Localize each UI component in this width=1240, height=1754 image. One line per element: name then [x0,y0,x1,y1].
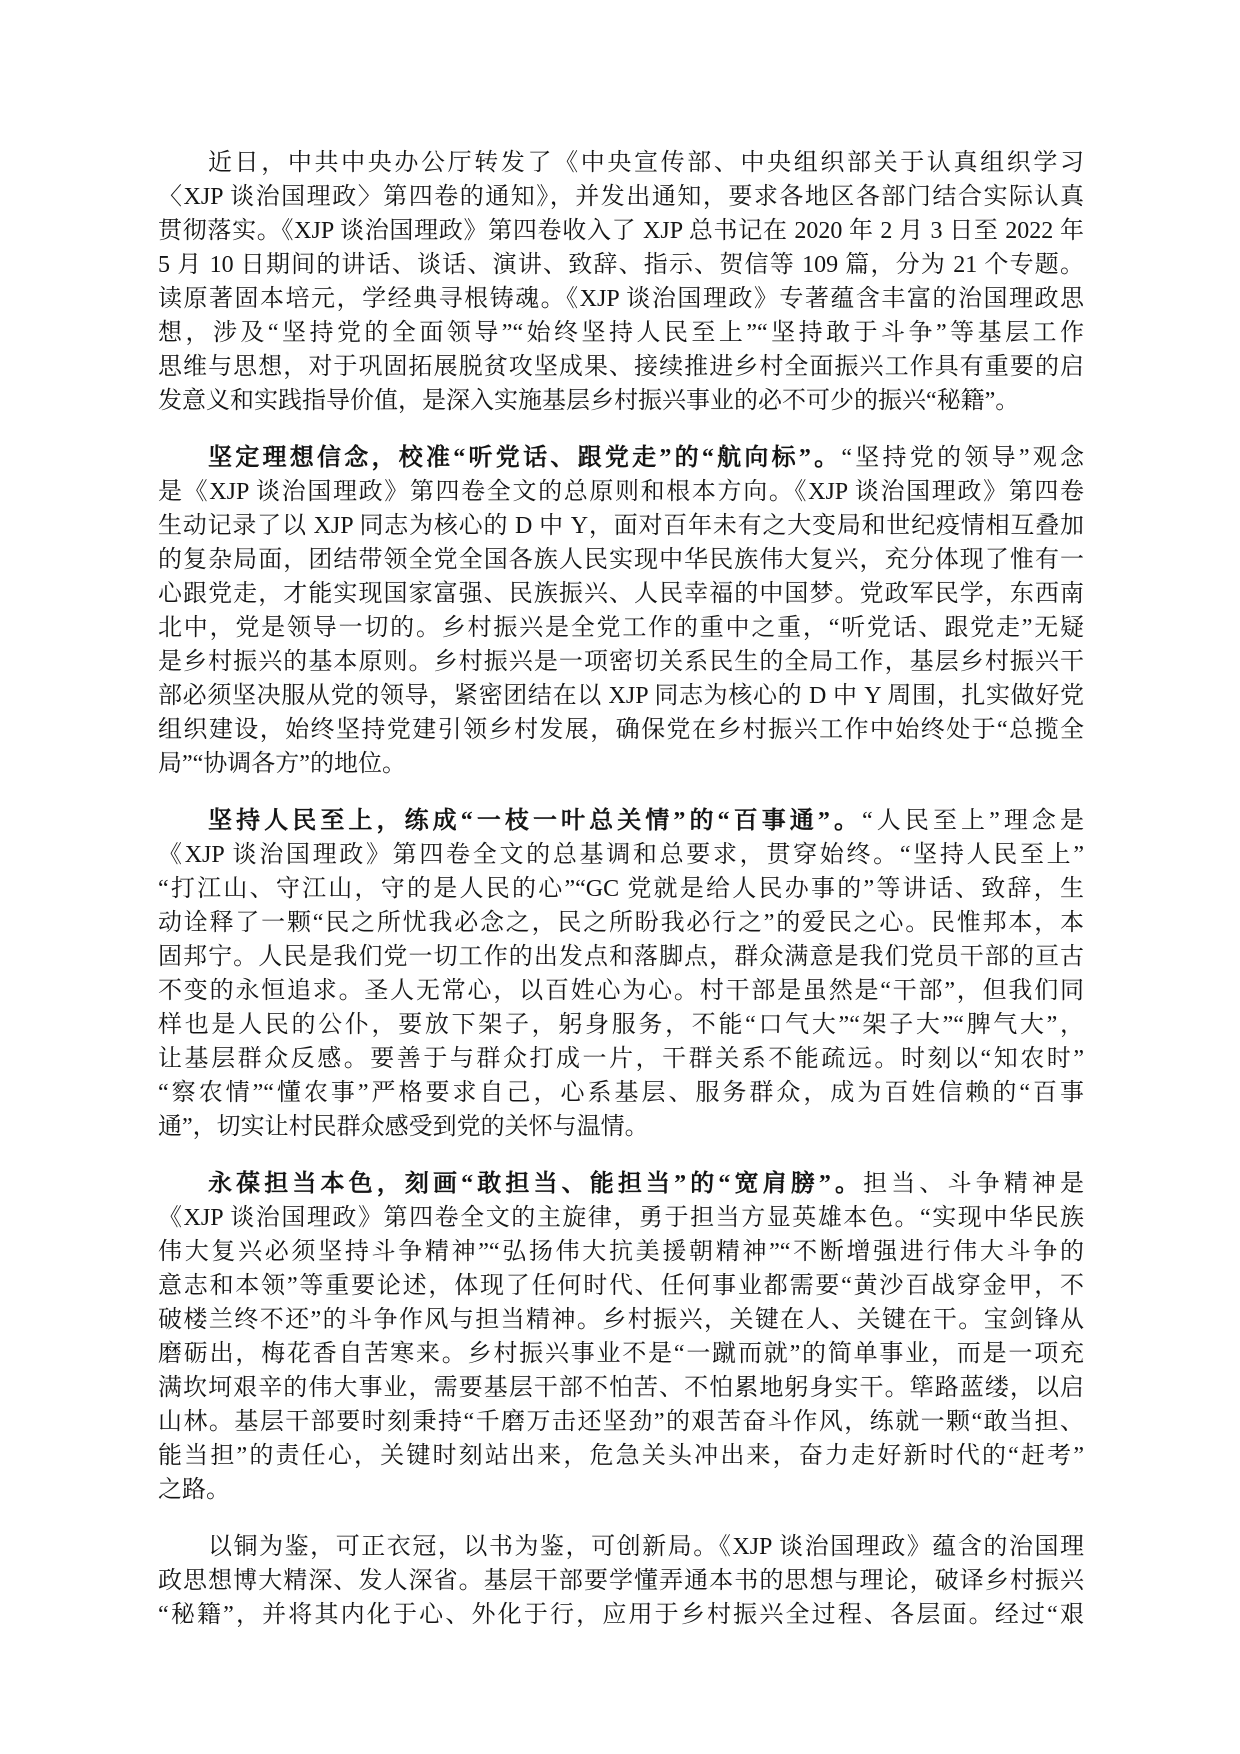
paragraph-heading: 永葆担当本色，刻画“敢担当、能担当”的“宽肩膀”。 [208,1171,864,1197]
text-line: 固邦宁。人民是我们党一切工作的出发点和落脚点，群众满意是我们党员干部的亘古 [158,944,1084,970]
text-run: “人民至上”理念是 [862,808,1085,834]
paragraph-conclusion [158,1530,1084,1632]
text-line: 破楼兰终不还”的斗争作风与担当精神。乡村振兴，关键在人、关键在干。宝剑锋从 [158,1307,1084,1333]
text-line: 能当担”的责任心，关键时刻站出来，危急关头冲出来，奋力走好新时代的“赶考” [158,1443,1084,1469]
text-line [158,804,1084,838]
text-line: 是乡村振兴的基本原则。乡村振兴是一项密切关系民生的全局工作，基层乡村振兴干 [158,649,1084,675]
text-line: 想，涉及“坚持党的全面领导”“始终坚持人民至上”“坚持敢于斗争”等基层工作 [158,320,1084,346]
text-line: 贯彻落实。《XJP 谈治国理政》第四卷收入了 XJP 总书记在 2020 年 2 月 3 日至 2022 年 [158,218,1084,244]
text-line: 局”“协调各方”的地位。 [158,751,406,777]
text-line: 动诠释了一颗“民之所忧我必念之，民之所盼我必行之”的爱民之心。民惟邦本，本 [158,910,1084,936]
text-line: 通”，切实让村民群众感受到党的关怀与温情。 [158,1114,649,1140]
text-line: 《XJP 谈治国理政》第四卷全文的总基调和总要求，贯穿始终。“坚持人民至上” [158,842,1084,868]
text-line: 部必须坚决服从党的领导，紧密团结在以 XJP 同志为核心的 D 中 Y 周围，扎实做好党 [158,683,1084,709]
paragraph-ideals [158,441,1084,781]
text-line [158,441,1084,475]
text-line: 的复杂局面，团结带领全党全国各族人民实现中华民族伟大复兴，充分体现了惟有一 [158,547,1084,573]
paragraph-intro [158,146,1084,418]
text-line: 不变的永恒追求。圣人无常心，以百姓心为心。村干部是虽然是“干部”，但我们同 [158,978,1084,1004]
text-line: “打江山、守江山，守的是人民的心”“GC 党就是给人民办事的”等讲话、致辞，生 [158,876,1084,902]
text-line: 磨砺出，梅花香自苦寒来。乡村振兴事业不是“一蹴而就”的简单事业，而是一项充 [158,1341,1084,1367]
text-line [158,1167,1084,1201]
text-run: 担当、斗争精神是 [863,1171,1084,1197]
paragraph-responsibility [158,1167,1084,1507]
text-line: 伟大复兴必须坚持斗争精神”“弘扬伟大抗美援朝精神”“不断增强进行伟大斗争的 [158,1239,1084,1265]
text-line: 山林。基层干部要时刻秉持“千磨万击还坚劲”的艰苦奋斗作风，练就一颗“敢当担、 [158,1409,1084,1435]
body-text [158,146,1084,1655]
paragraph-people [158,804,1084,1144]
text-line: 〈XJP 谈治国理政〉第四卷的通知》，并发出通知，要求各地区各部门结合实际认真 [158,184,1084,210]
text-line: 5 月 10 日期间的讲话、谈话、演讲、致辞、指示、贺信等 109 篇，分为 21 个专题。 [158,252,1084,278]
text-line: 样也是人民的公仆，要放下架子，躬身服务，不能“口气大”“架子大”“脾气大”， [158,1012,1084,1038]
text-line: 意志和本领”等重要论述，体现了任何时代、任何事业都需要“黄沙百战穿金甲，不 [158,1273,1084,1299]
text-line: 生动记录了以 XJP 同志为核心的 D 中 Y，面对百年未有之大变局和世纪疫情相互叠加 [158,513,1084,539]
text-line: 之路。 [158,1477,230,1503]
text-line: 组织建设，始终坚持党建引领乡村发展，确保党在乡村振兴工作中始终处于“总揽全 [158,717,1084,743]
text-line: 是《XJP 谈治国理政》第四卷全文的总原则和根本方向。《XJP 谈治国理政》第四卷 [158,479,1084,505]
paragraph-heading: 坚定理想信念，校准“听党话、跟党走”的“航向标”。 [208,445,842,471]
text-line: 读原著固本培元，学经典寻根铸魂。《XJP 谈治国理政》专著蕴含丰富的治国理政思 [158,286,1084,312]
text-line: 心跟党走，才能实现国家富强、民族振兴、人民幸福的中国梦。党政军民学，东西南 [158,581,1084,607]
text-line: 让基层群众反感。要善于与群众打成一片，干群关系不能疏远。时刻以“知农时” [158,1046,1084,1072]
paragraph-heading: 坚持人民至上，练成“一枝一叶总关情”的“百事通”。 [208,808,863,834]
text-line: 政思想博大精深、发人深省。基层干部要学懂弄通本书的思想与理论，破译乡村振兴 [158,1568,1084,1594]
text-line: 以铜为鉴，可正衣冠，以书为鉴，可创新局。《XJP 谈治国理政》蕴含的治国理 [208,1534,1084,1560]
text-line: 发意义和实践指导价值，是深入实施基层乡村振兴事业的必不可少的振兴“秘籍”。 [158,388,1020,414]
text-line: 《XJP 谈治国理政》第四卷全文的主旋律，勇于担当方显英雄本色。“实现中华民族 [158,1205,1084,1231]
text-line: 北中，党是领导一切的。乡村振兴是全党工作的重中之重，“听党话、跟党走”无疑 [158,615,1084,641]
text-line: 近日，中共中央办公厅转发了《中央宣传部、中央组织部关于认真组织学习 [208,150,1084,176]
text-run: “坚持党的领导”观念 [841,445,1084,471]
text-line: 满坎坷艰辛的伟大事业，需要基层干部不怕苦、不怕累地躬身实干。筚路蓝缕，以启 [158,1375,1084,1401]
text-line: 思维与思想，对于巩固拓展脱贫攻坚成果、接续推进乡村全面振兴工作具有重要的启 [158,354,1084,380]
text-line: “秘籍”，并将其内化于心、外化于行，应用于乡村振兴全过程、各层面。经过“艰 [158,1602,1084,1628]
text-line: “察农情”“懂农事”严格要求自己，心系基层、服务群众，成为百姓信赖的“百事 [158,1080,1084,1106]
